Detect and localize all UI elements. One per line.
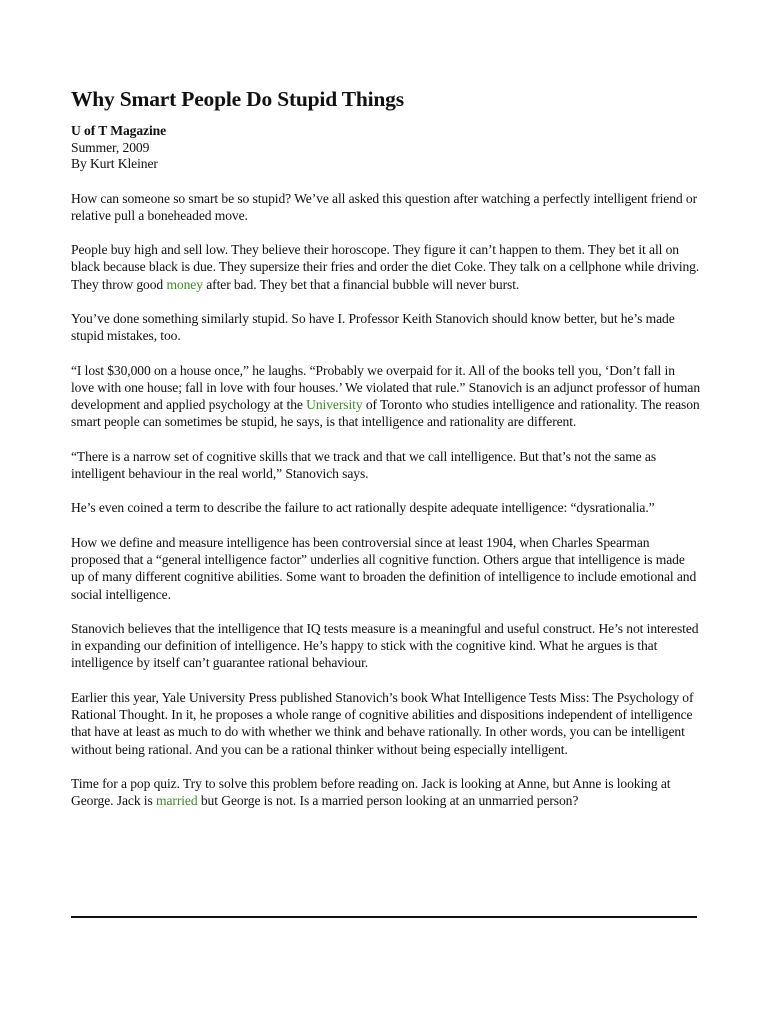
- paragraph-1: How can someone so smart be so stupid? We’ve all asked this question after watching a perfectly intelligent friend or relative pull a boneheaded move.: [71, 190, 698, 223]
- paragraph-6: He’s even coined a term to describe the failure to act rationally despite adequate intelligence: “dysrationalia.”: [71, 500, 655, 516]
- article-title: Why Smart People Do Stupid Things: [71, 87, 404, 111]
- married-link[interactable]: married: [155, 793, 198, 809]
- paragraph-10-text-after: but George is not. Is a married person looking at an unmarried person?: [197, 793, 579, 809]
- paragraph-9: Earlier this year, Yale University Press published Stanovich’s book What Intelligence Tests Miss: The Psychology of Rational Thought. In it, he proposes a whole range of cognitive abilities and dispositions independent of intelligence that have at least as much to do with whether we think and behave rationally. In other words, you can be intelligent without being rational. And you can be a rational thinker without being especially intelligent.: [71, 689, 694, 757]
- article: [71, 86, 701, 827]
- page-divider: [71, 916, 697, 918]
- paragraph-4-text-after: of Toronto who studies intelligence and rationality. The reason smart people can sometimes be stupid, he says, is that intelligence and rationality are different.: [71, 397, 700, 430]
- university-link[interactable]: University: [306, 397, 363, 413]
- paragraph-2-text-before: People buy high and sell low. They believe their horoscope. They figure it can’t happen to them. They bet it all on black because black is due. They supersize their fries and order the diet Coke. They talk on a cellphone while driving. They throw good: [71, 242, 700, 292]
- article-meta: [71, 123, 701, 173]
- paragraph-4-text-before: “I lost $30,000 on a house once,” he laughs. “Probably we overpaid for it. All of the books tell you, ‘Don’t fall in love with one house; fall in love with four houses.’ We violated that rule.” Stanovich is an adjunct professor of human development and applied psychology at the: [71, 362, 701, 413]
- paragraph-5: “There is a narrow set of cognitive skills that we track and that we call intelligence. But that’s not the same as intelligent behaviour in the real world,” Stanovich says.: [71, 448, 657, 482]
- paragraph-10-text-before: Time for a pop quiz. Try to solve this problem before reading on. Jack is looking at Anne, but Anne is looking at George. Jack is: [71, 775, 671, 809]
- paragraph-2: [71, 241, 701, 293]
- paragraph-3: You’ve done something similarly stupid. So have I. Professor Keith Stanovich should know better, but he’s made stupid mistakes, too.: [71, 310, 675, 344]
- byline: By Kurt Kleiner: [71, 156, 158, 171]
- publication-name: U of T Magazine: [71, 123, 167, 138]
- paragraph-2-text-after: after bad. They bet that a financial bubble will never burst.: [202, 276, 520, 292]
- money-link[interactable]: money: [166, 276, 203, 292]
- paragraph-7: How we define and measure intelligence has been controversial since at least 1904, when Charles Spearman proposed that a “general intelligence factor” underlies all cognitive function. Others argue that intelligence is made up of many different cognitive abilities. Some want to broaden the definition of intelligence to include emotional and social intelligence.: [71, 534, 697, 602]
- paragraph-8: Stanovich believes that the intelligence that IQ tests measure is a meaningful and useful construct. He’s not interested in expanding our definition of intelligence. He’s happy to stick with the cognitive kind. What he argues is that intelligence by itself can’t guarantee rational behaviour.: [71, 620, 699, 671]
- publication-date: Summer, 2009: [71, 139, 150, 155]
- paragraph-4: [71, 362, 701, 431]
- paragraph-10: [71, 775, 701, 810]
